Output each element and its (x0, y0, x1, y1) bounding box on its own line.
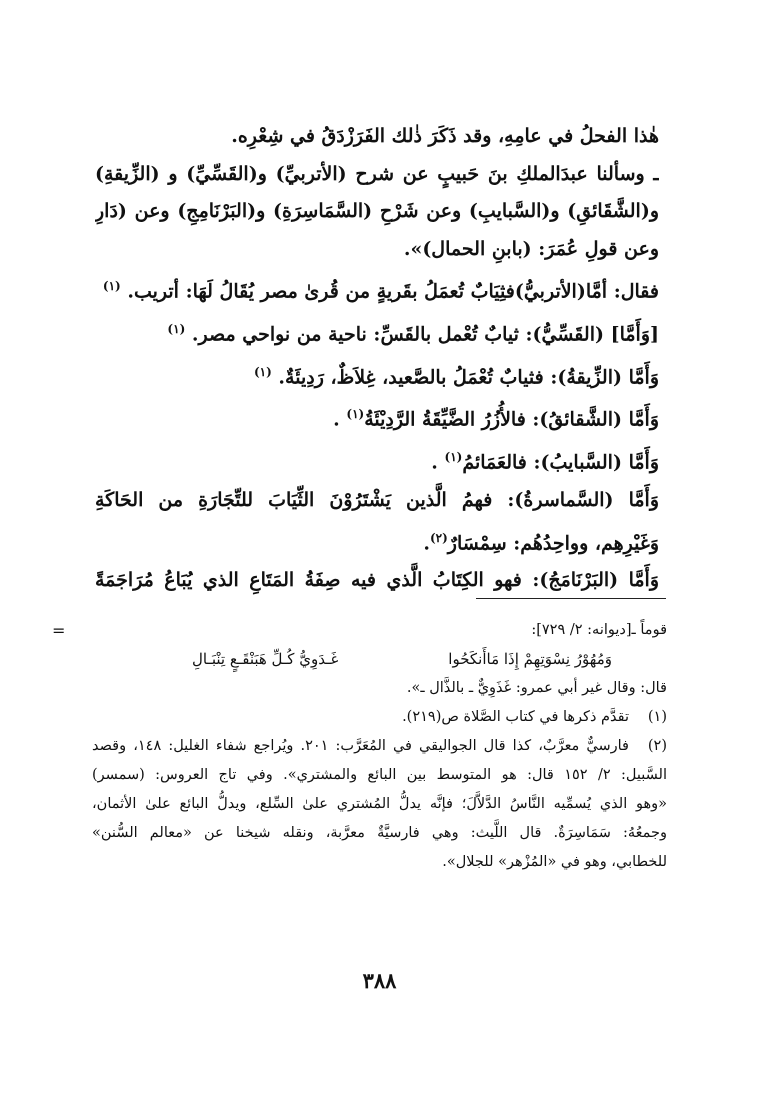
footnote-line: للخطابي، وهو في «المُزْهر» للجلال». (442, 854, 667, 870)
text-line: هٰذا الفحلُ في عامِهِ، وقد ذَكَرَ ذٰلك الفَرَزْدَقُ في شِعْرِه. (231, 125, 659, 147)
verse-hemistich-second: غَـدَوِيُّ كُـلِّ هَبَنْقَـعٍ تِنْبَـالِ (192, 650, 339, 668)
main-text (95, 118, 659, 600)
text-line: وَأَمَّا (السَّماسرةُ): فهمُ الَّذين يَشْتَرُوْنَ الثِّيَابَ للتِّجَارَةِ من الحَاكَةِ (95, 489, 659, 512)
text-line: و(الشَّقَائقِ) و(السَّبايبِ) وعن شَرْحِ (السَّمَاسِرَةِ) و(البَرْنَامِجِ) وعن (دَارِ (95, 200, 659, 222)
page-number: ٣٨٨ (362, 968, 397, 993)
footnote-marker: (١) (253, 364, 272, 379)
text-line: فقال: أمَّا(الأتربيُّ)فثِيَابٌ تُعمَلُ بقَريةٍ من قُرىٰ مصر يُقَالُ لَهَا: أتريب. $^{(١)}$ (102, 279, 659, 303)
footnote-1: (١)تقدَّم ذكرها في كتاب الصَّلاة ص(٢١٩). (92, 703, 667, 732)
poetry-verse (92, 645, 667, 674)
text-line: وَأَمَّا (السَّبايبُ): فالعَمَائمُ$^{(١)}$ . (431, 450, 659, 474)
footnote-number: (١) (647, 709, 667, 725)
footnote-line: قال: وقال غير أبي عمرو: غَذَوِيٌّ ـ بالذَّال ـ». (406, 680, 667, 696)
footnote-marker: (١) (167, 321, 186, 336)
footnote-line: وجمعُهُ: سَمَاسِرَةٌ. قال اللَّيث: وهي فارسيَّةٌ معرَّبة، ونقله شيخنا عن «معالم السُّنن» (92, 825, 667, 841)
text-line: وعن قولِ عُمَرَ: (بابنِ الحمال)». (403, 237, 659, 260)
footnote-line: «وهو الذي يُسمِّيه النَّاسُ الدَّلاَّلَ؛ فإنَّه يدلُّ المُشتري علىٰ السِّلع، ويدلُّ البائع علىٰ الأثمان، (92, 796, 667, 812)
text-line: ـ وسألنا عبدَالملكِ بنَ حَبيبٍ عن شرح (الأتربيِّ) و(القَسِّيِّ) و (الزِّيقةِ) (95, 162, 659, 185)
footnote-marker: (١) (102, 279, 121, 293)
text-line: [وَأَمَّا] (القَسِّيُّ): ثيابٌ تُعْمل بالقَسِّ: ناحية من نواحي مصر. $^{(١)}$ (167, 321, 659, 346)
footnotes (52, 616, 667, 877)
footnote-marker: (١) (444, 450, 463, 465)
text-line: وَأَمَّا (الزِّيقةُ): فثيابٌ تُعْمَلُ بالصَّعيد، غِلاَظٌ، رَدِيئَةٌ. $^{(١)}$ (253, 364, 659, 388)
footnote-marker: (١) (346, 407, 365, 422)
text-line: وَأَمَّا (الشَّقائقُ): فالأُزُرُ الضَّيِّقَةُ الرَّدِيْئَةُ$^{(١)}$ . (333, 407, 659, 431)
continuation-mark: = (52, 621, 66, 640)
footnote-line: السَّبيل: ٢/ ١٥٢ قال: هو المتوسط بين البائع والمشتري». وفي تاج العروس: (سمسر) (92, 767, 667, 783)
text-line: وَغَيْرِهِم، وواحِدُهُم: سِمْسَارٌ$^{(٢)}$. (423, 530, 659, 554)
text-line: وَأَمَّا (البَرْنَامَجُ): فهو الكِتَابُ الَّذي فيه صِفَةُ المَتَاعِ الذي يُبَاعُ مُرَاجَمَةً (95, 569, 659, 592)
footnote-line: قوماً ـ[ديوانه: ٢/ ٧٢٩]: (531, 622, 667, 638)
footnote-number: (٢) (647, 738, 667, 754)
footnote-separator (476, 598, 666, 599)
verse-hemistich-first: وَمُهُوْرُ نِسْوَتِهِمْ إِذَا مَاأَنكَحُوا (448, 650, 612, 668)
footnote-2: (٢)فارسيٌّ معرَّبٌ، كذا قال الجواليقي في المُعَرَّب: ٢٠١. ويُراجع شفاء الغليل: ١٤٨، وقصد (92, 732, 667, 761)
footnote-marker: (٢) (429, 530, 448, 545)
